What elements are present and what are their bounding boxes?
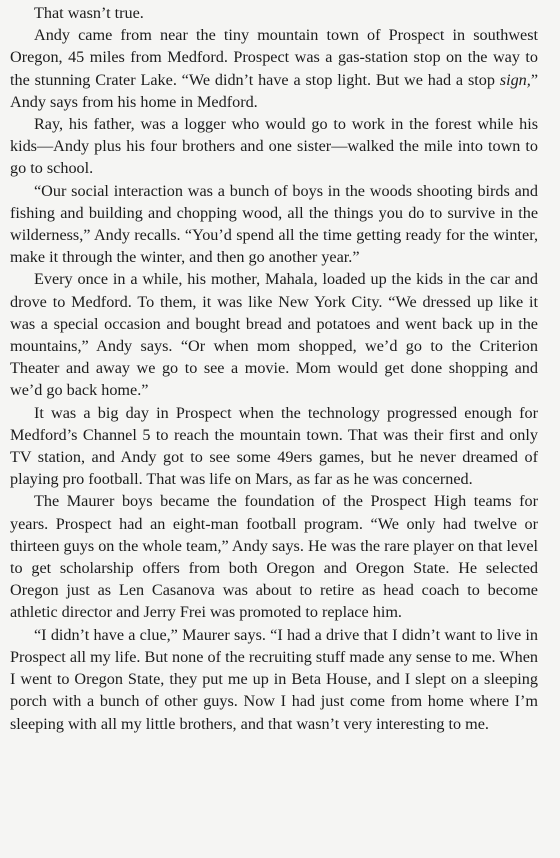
paragraph-4: “Our social interaction was a bunch of boys in the woods shooting birds and fishing and building and chopping wood, all the things you do to survive in the wilderness,” Andy recalls. “You’d spend all the time getting ready for the winter, make it through the winter, and then go another year.”: [10, 181, 538, 267]
paragraph-8: “I didn’t have a clue,” Maurer says. “I had a drive that I didn’t want to live in Prospect all my life. But none of the recruiting stuff made any sense to me. When I went to Oregon State, they put me up in Beta House, and I slept on a sleeping porch with a bunch of other guys. Now I had just come from home where I’m sleeping with all my little brothers, and that wasn’t very interesting to me.: [10, 625, 538, 733]
paragraph-2-tail: ” Andy says from his home in Medford.: [10, 70, 538, 111]
paragraph-2-italic: sign,: [499, 70, 531, 89]
paragraph-2-text: Andy came from near the tiny mountain town of Prospect in southwest Oregon, 45 miles from Medford. Prospect was a gas-station stop on the way to the stunning Crater Lake. “We didn’t have a stop light. But we had a stop: [10, 26, 538, 89]
paragraph-2: [10, 24, 538, 113]
paragraph-5: Every once in a while, his mother, Mahala, loaded up the kids in the car and drove to Medford. To them, it was like New York City. “We dressed up like it was a special occasion and bought bread and potatoes and went back up in the mountains,” Andy says. “Or when mom shopped, we’d go to the Criterion Theater and away we go to see a movie. Mom would get done shopping and we’d go back home.”: [10, 270, 538, 400]
paragraph-3: Ray, his father, was a logger who would go to work in the forest while his kids—Andy plus his four brothers and one sister—walked the mile into town to go to school.: [10, 115, 538, 178]
paragraph-6: It was a big day in Prospect when the technology progressed enough for Medford’s Channel 5 to reach the mountain town. That was their first and only TV station, and Andy got to see some 49ers games, but he never dreamed of playing pro football. That was life on Mars, as far as he was concerned.: [10, 403, 538, 489]
paragraph-7: The Maurer boys became the foundation of the Prospect High teams for years. Prospect had an eight-man football program. “We only had twelve or thirteen guys on the whole team,” Andy says. He was the rare player on that level to get scholarship offers from both Oregon and Oregon State. He selected Oregon just as Len Casanova was about to retire as head coach to become athletic director and Jerry Frei was promoted to replace him.: [10, 492, 538, 622]
body-text: [10, 2, 538, 735]
paragraph-1: That wasn’t true.: [34, 4, 144, 22]
